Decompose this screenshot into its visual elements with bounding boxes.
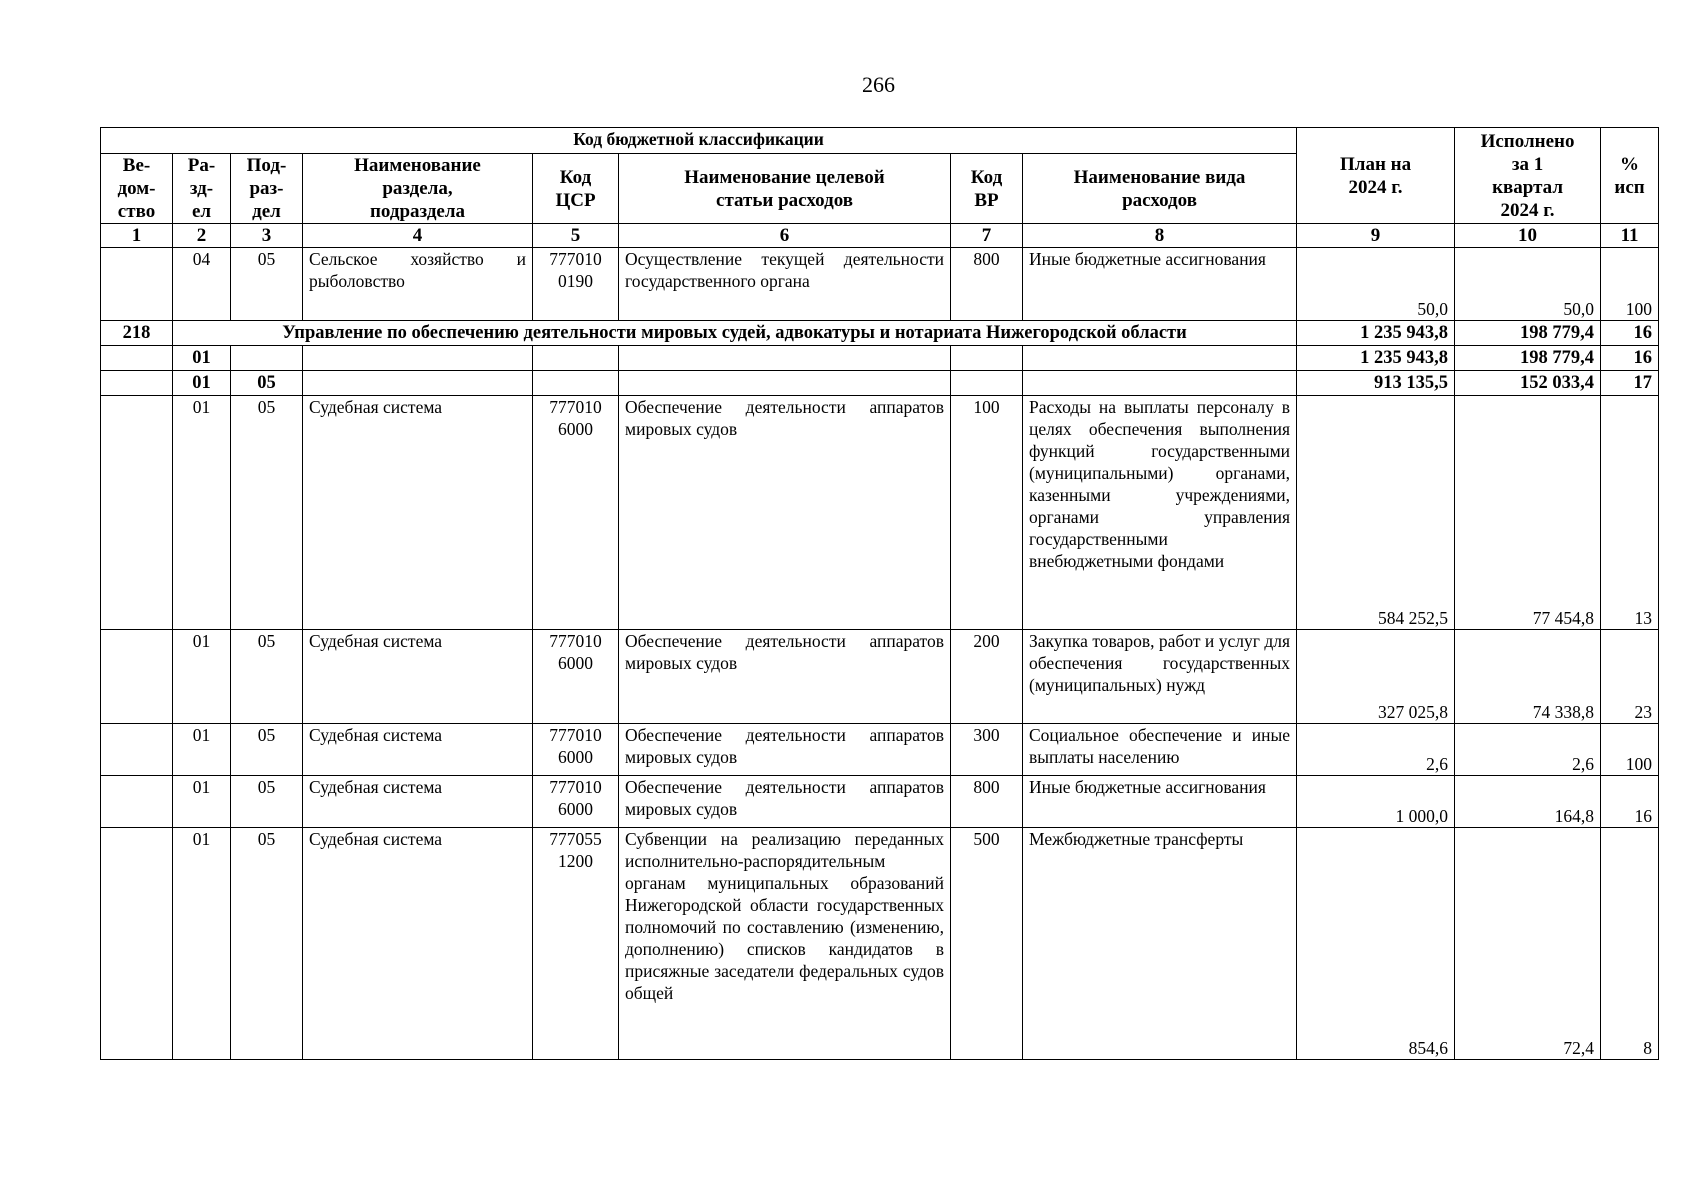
csr-cell xyxy=(533,828,619,1060)
header-col-9-label xyxy=(1303,153,1448,199)
csr-code xyxy=(539,776,612,820)
index-cell: 1 xyxy=(101,224,173,248)
text-line: дом- xyxy=(117,178,156,199)
razdel-name-cell: Судебная система xyxy=(303,396,533,630)
empty-cell xyxy=(619,371,951,396)
vr-name-cell: Закупка товаров, работ и услуг для обеспечения государственных (муниципальных) нужд xyxy=(1023,630,1297,724)
plan-cell: 1 000,0 xyxy=(1297,776,1455,828)
text-line: 2024 г. xyxy=(1348,176,1403,198)
empty-cell xyxy=(1023,371,1297,396)
executed-cell: 72,4 xyxy=(1455,828,1601,1060)
ved-cell xyxy=(101,248,173,321)
header-col-7 xyxy=(951,154,1023,224)
percent-cell: 100 xyxy=(1601,724,1659,776)
text-line: Код xyxy=(970,166,1003,188)
text-line: 777010 xyxy=(549,777,602,797)
index-cell: 3 xyxy=(231,224,303,248)
empty-cell xyxy=(619,346,951,371)
text-line: 1200 xyxy=(558,851,593,871)
header-col-6 xyxy=(619,154,951,224)
header-col-4 xyxy=(303,154,533,224)
header-col-11-label xyxy=(1607,153,1652,199)
podrazdel-cell: 05 xyxy=(231,776,303,828)
index-cell: 6 xyxy=(619,224,951,248)
vr-name-cell: Социальное обеспечение и иные выплаты населению xyxy=(1023,724,1297,776)
header-col-10 xyxy=(1455,128,1601,224)
empty-cell xyxy=(951,371,1023,396)
podrazdel-cell: 05 xyxy=(231,630,303,724)
text-line: Код xyxy=(559,166,592,188)
text-line: 6000 xyxy=(558,799,593,819)
empty-cell xyxy=(533,346,619,371)
vr-cell: 100 xyxy=(951,396,1023,630)
plan-cell: 1 235 943,8 xyxy=(1297,346,1455,371)
csr-cell xyxy=(533,248,619,321)
csr-cell xyxy=(533,776,619,828)
razdel-name-cell: Судебная система xyxy=(303,776,533,828)
percent-cell: 23 xyxy=(1601,630,1659,724)
podrazdel-cell: 05 xyxy=(231,396,303,630)
podrazdel-cell: 05 xyxy=(231,248,303,321)
header-group-title: Код бюджетной классификации xyxy=(101,128,1297,154)
podrazdel-cell: 05 xyxy=(231,828,303,1060)
text-line: 777010 xyxy=(549,631,602,651)
ved-cell xyxy=(101,371,173,396)
vr-name-cell: Межбюджетные трансферты xyxy=(1023,828,1297,1060)
executed-cell: 77 454,8 xyxy=(1455,396,1601,630)
table-row xyxy=(101,396,1659,630)
ved-cell xyxy=(101,828,173,1060)
ved-cell: 218 xyxy=(101,321,173,346)
header-col-2 xyxy=(173,154,231,224)
text-line: квартал xyxy=(1492,176,1563,198)
executed-cell: 198 779,4 xyxy=(1455,346,1601,371)
index-cell: 7 xyxy=(951,224,1023,248)
text-line: Наименование xyxy=(354,155,481,176)
percent-cell: 13 xyxy=(1601,396,1659,630)
vr-cell: 500 xyxy=(951,828,1023,1060)
text-line: Ра- xyxy=(187,155,216,176)
razdel-cell: 01 xyxy=(173,776,231,828)
csr-code xyxy=(539,630,612,674)
header-col-4-label xyxy=(309,154,526,223)
text-line: Наименование вида xyxy=(1073,166,1246,188)
plan-cell: 913 135,5 xyxy=(1297,371,1455,396)
vr-name-cell: Расходы на выплаты персоналу в целях обеспечения выполнения функций государственными (муниципальными) органами, казенными учреждениями, органами управления государственными внебюджетными фондами xyxy=(1023,396,1297,630)
text-line: раздела, xyxy=(382,178,453,199)
text-line: 6000 xyxy=(558,653,593,673)
vr-name-cell: Иные бюджетные ассигнования xyxy=(1023,248,1297,321)
text-line: 0190 xyxy=(558,271,593,291)
header-col-1 xyxy=(101,154,173,224)
vr-cell: 200 xyxy=(951,630,1023,724)
executed-cell: 198 779,4 xyxy=(1455,321,1601,346)
csr-cell xyxy=(533,396,619,630)
target-name-cell: Обеспечение деятельности аппаратов мировых судов xyxy=(619,776,951,828)
header-col-3-label xyxy=(237,154,296,223)
percent-cell: 17 xyxy=(1601,371,1659,396)
header-group-row xyxy=(101,128,1659,154)
table-row xyxy=(101,724,1659,776)
ved-cell xyxy=(101,396,173,630)
index-cell: 5 xyxy=(533,224,619,248)
vr-cell: 300 xyxy=(951,724,1023,776)
text-line: Под- xyxy=(246,155,287,176)
header-col-10-label xyxy=(1461,130,1594,222)
text-line: Исполнено xyxy=(1480,130,1575,152)
subtotal-row xyxy=(101,346,1659,371)
razdel-cell: 01 xyxy=(173,828,231,1060)
text-line: раз- xyxy=(249,178,284,199)
executed-cell: 152 033,4 xyxy=(1455,371,1601,396)
text-line: ВР xyxy=(974,189,999,211)
text-line: дел xyxy=(252,201,281,222)
percent-cell: 16 xyxy=(1601,346,1659,371)
ved-cell xyxy=(101,776,173,828)
csr-cell xyxy=(533,630,619,724)
index-cell: 2 xyxy=(173,224,231,248)
header-col-5-label xyxy=(539,166,612,212)
executed-cell: 2,6 xyxy=(1455,724,1601,776)
vr-name-cell: Иные бюджетные ассигнования xyxy=(1023,776,1297,828)
text-line: 6000 xyxy=(558,747,593,767)
header-col-9 xyxy=(1297,128,1455,224)
text-line: ел xyxy=(191,201,212,222)
razdel-name-cell: Судебная система xyxy=(303,630,533,724)
plan-cell: 327 025,8 xyxy=(1297,630,1455,724)
table-row xyxy=(101,776,1659,828)
header-col-5 xyxy=(533,154,619,224)
table-row xyxy=(101,630,1659,724)
csr-cell xyxy=(533,724,619,776)
razdel-cell: 01 xyxy=(173,396,231,630)
podrazdel-cell xyxy=(231,346,303,371)
razdel-name-cell: Сельское хозяйство и рыболовство xyxy=(303,248,533,321)
org-name-cell: Управление по обеспечению деятельности мировых судей, адвокатуры и нотариата Нижегородской области xyxy=(173,321,1297,346)
empty-cell xyxy=(951,346,1023,371)
executed-cell: 50,0 xyxy=(1455,248,1601,321)
csr-code xyxy=(539,828,612,872)
index-cell: 11 xyxy=(1601,224,1659,248)
empty-cell xyxy=(533,371,619,396)
percent-cell: 8 xyxy=(1601,828,1659,1060)
executed-cell: 164,8 xyxy=(1455,776,1601,828)
index-cell: 8 xyxy=(1023,224,1297,248)
header-col-7-label xyxy=(957,166,1016,212)
podrazdel-cell: 05 xyxy=(231,724,303,776)
text-line: 777055 xyxy=(549,829,602,849)
empty-cell xyxy=(303,346,533,371)
plan-cell: 854,6 xyxy=(1297,828,1455,1060)
percent-cell: 100 xyxy=(1601,248,1659,321)
vr-cell: 800 xyxy=(951,248,1023,321)
razdel-cell: 01 xyxy=(173,371,231,396)
text-line: ЦСР xyxy=(555,189,596,211)
plan-cell: 50,0 xyxy=(1297,248,1455,321)
razdel-name-cell: Судебная система xyxy=(303,724,533,776)
target-name-cell: Осуществление текущей деятельности государственного органа xyxy=(619,248,951,321)
empty-cell xyxy=(1023,346,1297,371)
index-cell: 9 xyxy=(1297,224,1455,248)
text-line: исп xyxy=(1614,176,1645,198)
ved-cell xyxy=(101,630,173,724)
text-line: 777010 xyxy=(549,397,602,417)
text-line: Ве- xyxy=(122,155,151,176)
plan-cell: 2,6 xyxy=(1297,724,1455,776)
target-name-cell: Обеспечение деятельности аппаратов мировых судов xyxy=(619,724,951,776)
text-line: 777010 xyxy=(549,725,602,745)
text-line: Наименование целевой xyxy=(684,166,885,188)
razdel-cell: 01 xyxy=(173,346,231,371)
text-line: за 1 xyxy=(1511,153,1544,175)
header-col-8-label xyxy=(1029,166,1290,212)
text-line: 777010 xyxy=(549,249,602,269)
text-line: расходов xyxy=(1122,189,1197,211)
razdel-name-cell: Судебная система xyxy=(303,828,533,1060)
text-line: подраздела xyxy=(369,201,466,222)
subtotal-row xyxy=(101,371,1659,396)
vr-cell: 800 xyxy=(951,776,1023,828)
header-col-8 xyxy=(1023,154,1297,224)
header-col-1-label xyxy=(107,154,166,223)
page-number: 266 xyxy=(862,72,895,97)
header-index-row xyxy=(101,224,1659,248)
text-line: 6000 xyxy=(558,419,593,439)
percent-cell: 16 xyxy=(1601,321,1659,346)
text-line: План на xyxy=(1340,153,1412,175)
target-name-cell: Субвенции на реализацию переданных исполнительно-распорядительным органам муниципальных образований Нижегородской области государственных полномочий по составлению (изменению, дополнению) списков кандидатов в присяжные заседатели федеральных судов общей xyxy=(619,828,951,1060)
text-line: % xyxy=(1620,153,1640,175)
razdel-cell: 04 xyxy=(173,248,231,321)
podrazdel-cell: 05 xyxy=(231,371,303,396)
ved-cell xyxy=(101,346,173,371)
index-cell: 4 xyxy=(303,224,533,248)
csr-code xyxy=(539,724,612,768)
header-col-3 xyxy=(231,154,303,224)
csr-code xyxy=(539,248,612,292)
percent-cell: 16 xyxy=(1601,776,1659,828)
razdel-cell: 01 xyxy=(173,630,231,724)
empty-cell xyxy=(303,371,533,396)
header-col-2-label xyxy=(179,154,224,223)
plan-cell: 1 235 943,8 xyxy=(1297,321,1455,346)
table-row xyxy=(101,828,1659,1060)
index-cell: 10 xyxy=(1455,224,1601,248)
text-line: статьи расходов xyxy=(716,189,853,211)
csr-code xyxy=(539,396,612,440)
ved-cell xyxy=(101,724,173,776)
razdel-cell: 01 xyxy=(173,724,231,776)
text-line: 2024 г. xyxy=(1500,199,1555,221)
text-line: зд- xyxy=(189,178,214,199)
table-row xyxy=(101,248,1659,321)
target-name-cell: Обеспечение деятельности аппаратов мировых судов xyxy=(619,630,951,724)
target-name-cell: Обеспечение деятельности аппаратов мировых судов xyxy=(619,396,951,630)
plan-cell: 584 252,5 xyxy=(1297,396,1455,630)
text-line: ство xyxy=(117,201,156,222)
header-col-6-label xyxy=(625,166,944,212)
org-row xyxy=(101,321,1659,346)
executed-cell: 74 338,8 xyxy=(1455,630,1601,724)
budget-table xyxy=(100,127,1659,1060)
header-col-11 xyxy=(1601,128,1659,224)
